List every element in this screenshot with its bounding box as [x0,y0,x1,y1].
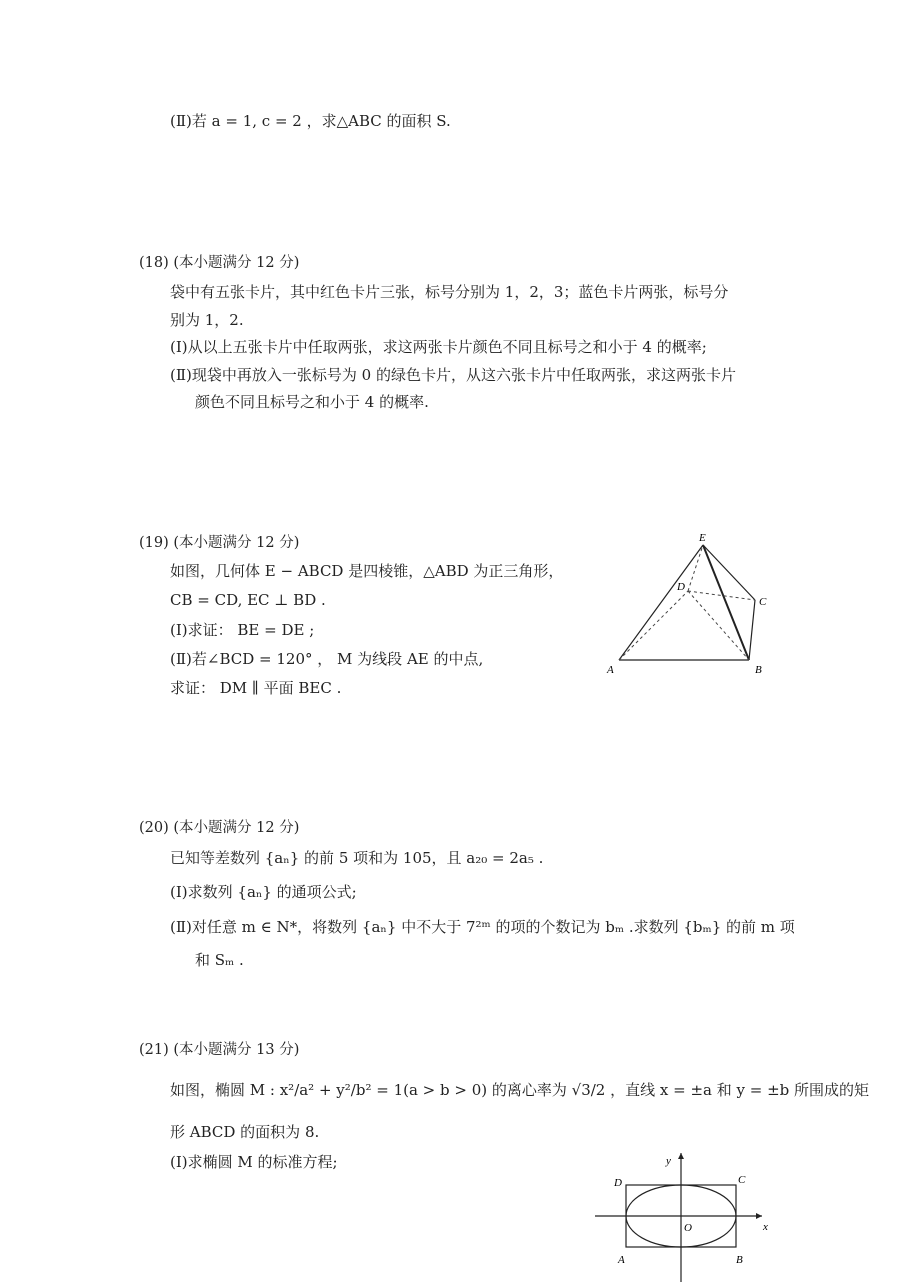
edge-de [688,545,703,591]
q21-line2: 形 ABCD 的面积为 8. [170,1123,320,1141]
q17-part2: (Ⅱ)若 a = 1, c = 2 ，求△ABC 的面积 S. [170,112,451,130]
label-o: O [684,1222,692,1234]
q18-header: (18) (本小题满分 12 分) [139,255,300,271]
q18-part2b: 颜色不同且标号之和小于 4 的概率. [195,393,429,411]
label-b: B [736,1254,743,1266]
q20-part2a: (Ⅱ)对任意 m ∈ N*，将数列 {aₙ} 中不大于 7²ᵐ 的项的个数记为 bₘ .求数列 {bₘ} 的前 m 项 [170,918,795,936]
q19-part2a: (Ⅱ)若∠BCD = 120° ， M 为线段 AE 的中点, [170,650,484,668]
label-c: C [759,596,767,608]
q21-header: (21) (本小题满分 13 分) [139,1042,300,1058]
pyramid-figure [600,528,780,683]
label-b: B [755,664,762,676]
label-d: D [614,1177,622,1189]
q20-line1: 已知等差数列 {aₙ} 的前 5 项和为 105，且 a₂₀ = 2a₅ . [170,849,544,867]
edge-ec [703,545,755,600]
label-d: D [677,581,685,593]
q20-part1: (Ⅰ)求数列 {aₙ} 的通项公式; [170,883,357,901]
label-x: x [763,1221,768,1233]
label-a: A [607,664,614,676]
label-y: y [666,1155,671,1167]
q18-part2a: (Ⅱ)现袋中再放入一张标号为 0 的绿色卡片，从这六张卡片中任取两张，求这两张卡片 [170,366,736,384]
edge-ae [619,545,703,660]
q20-part2b: 和 Sₘ . [195,951,244,969]
label-e: E [699,532,706,544]
q21-line1: 如图，椭圆 M : x²/a² + y²/b² = 1(a > b > 0) 的离心率为 √3/2 ，直线 x = ±a 和 y = ±b 所围成的矩 [170,1081,870,1099]
label-c: C [738,1174,746,1186]
q18-line1: 袋中有五张卡片，其中红色卡片三张，标号分别为 1，2，3；蓝色卡片两张，标号分 [170,283,729,301]
q19-header: (19) (本小题满分 12 分) [139,535,300,551]
q18-line2: 别为 1，2. [170,311,244,329]
ellipse-figure [590,1148,780,1284]
edge-ad [619,591,688,660]
edge-eb [703,545,749,660]
q18-part1: (Ⅰ)从以上五张卡片中任取两张，求这两张卡片颜色不同且标号之和小于 4 的概率; [170,338,707,356]
q19-line1: 如图，几何体 E − ABCD 是四棱锥，△ABD 为正三角形， [170,562,564,580]
q19-line2: CB = CD, EC ⊥ BD . [170,591,326,609]
edge-db [688,591,749,660]
q19-part1: (Ⅰ)求证： BE = DE ; [170,621,315,639]
q19-part2b: 求证： DM ∥ 平面 BEC . [170,679,342,697]
q21-part1: (Ⅰ)求椭圆 M 的标准方程; [170,1153,338,1171]
y-arrow-icon [678,1153,684,1159]
label-a: A [618,1254,625,1266]
x-arrow-icon [756,1213,762,1219]
q20-header: (20) (本小题满分 12 分) [139,820,300,836]
edge-cb [749,600,755,660]
